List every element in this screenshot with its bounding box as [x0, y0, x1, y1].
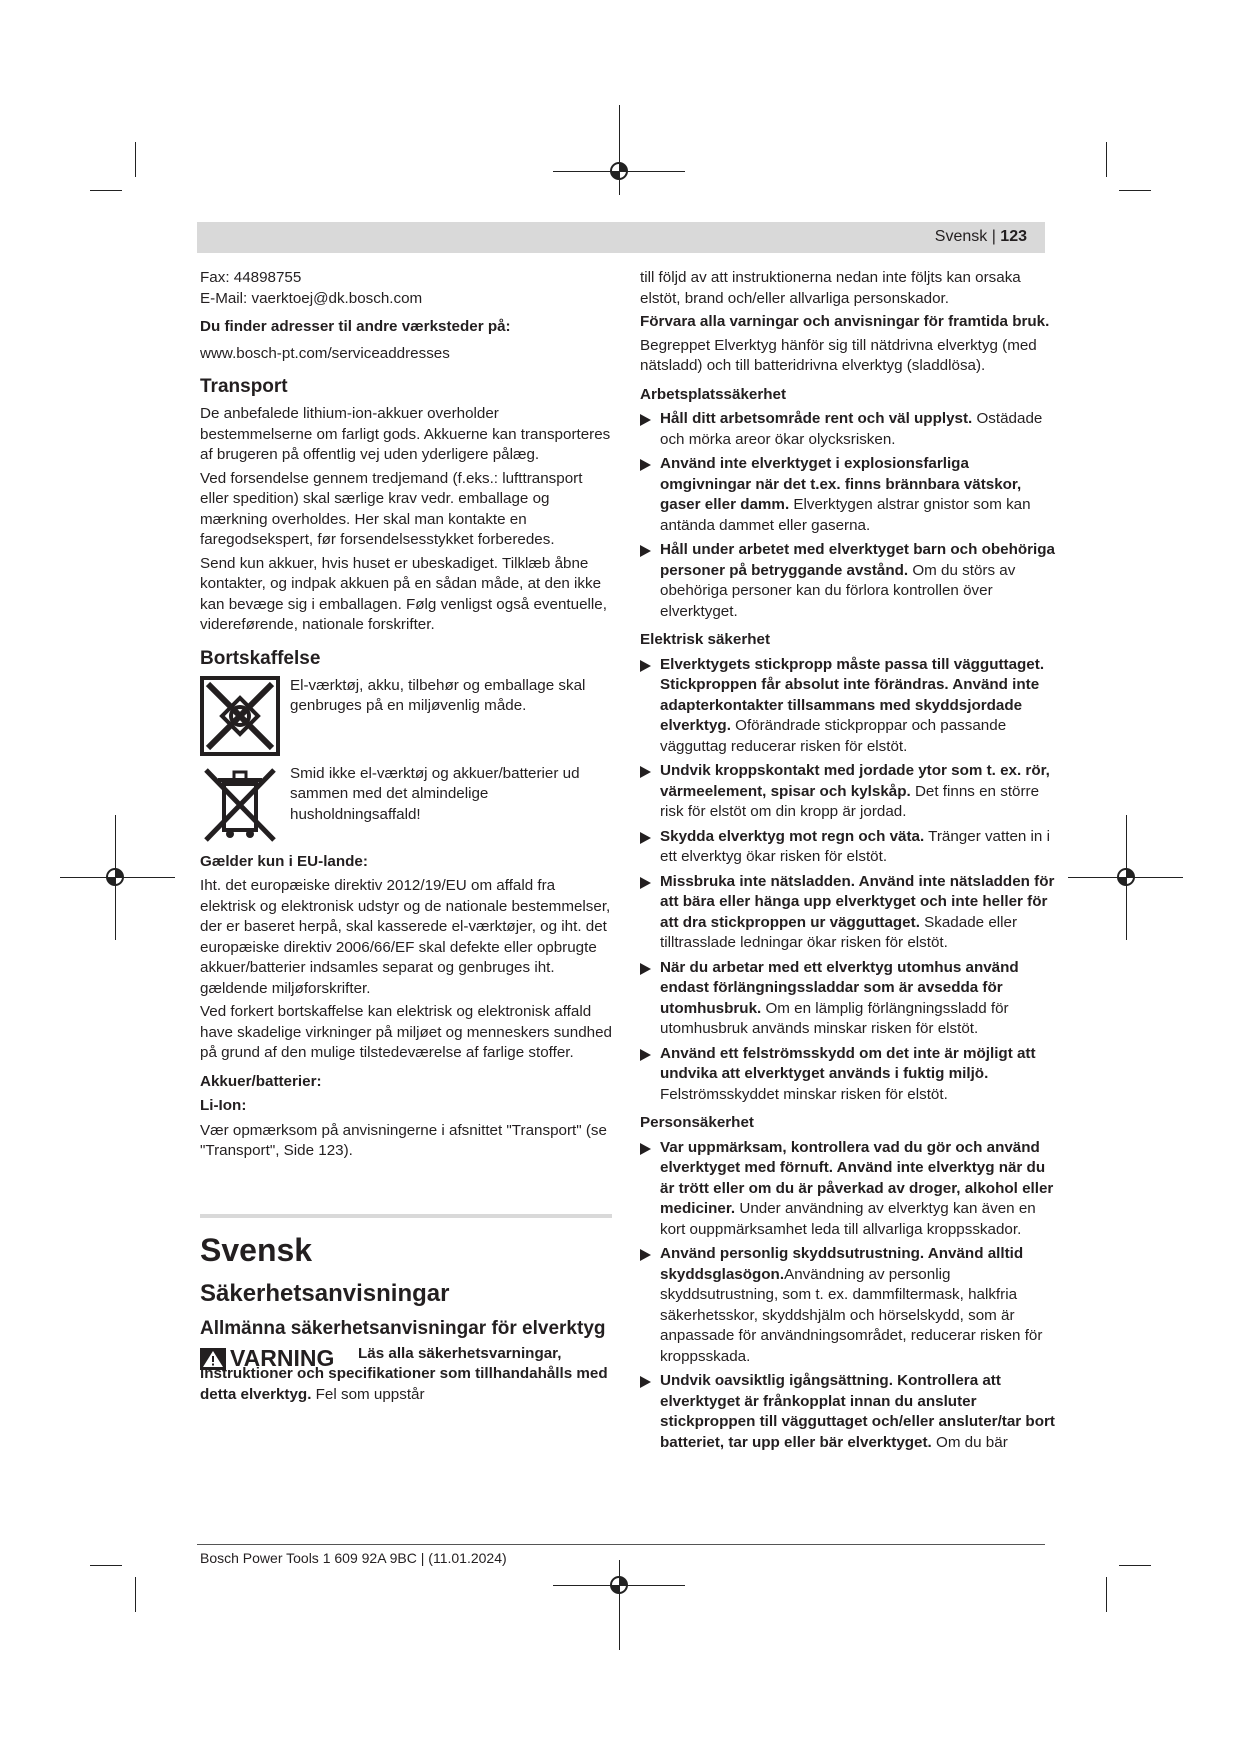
safety-title: Säkerhetsanvisningar	[200, 1279, 450, 1307]
crop-mark	[1106, 1577, 1107, 1612]
warning-rest-text: Fel som uppstår	[311, 1385, 425, 1403]
eu-paragraph: Iht. det europæiske direktiv 2012/19/EU om affald fra elektrisk og elektronisk udstyr og de nationale bestemmelser, der er baseret herpå, skal kasserede el-værktøjer, og iht. det europæiske direktiv 2006/66/EF skal defekte eller opbrugte akkuer/batterier indsamles separat og genbruges iht. gældende miljøforskrifter.	[200, 877, 611, 997]
bullet-bold-text: Undvik oavsiktlig igångsättning. Kontrollera att elverktyget är frånkopplat innan du ansluter stickproppen till vägguttaget och/eller ansluter/tar bort batteriet, tar upp eller bär elverktyget.	[660, 1372, 1055, 1451]
safety-bullet	[640, 655, 1055, 758]
disposal-bin-row	[200, 764, 612, 844]
general-safety-title: Allmänna säkerhetsanvisningar för elverktyg	[200, 1317, 606, 1339]
bullet-bold-text: Håll under arbetet med elverktyget barn och obehöriga personer på betryggande avstånd.	[660, 541, 1055, 579]
bullet-text: Om du störs av obehöriga personer kan du förlora kontrollen över elverktyget.	[660, 561, 1016, 620]
page-footer: Bosch Power Tools 1 609 92A 9BC | (11.01.2024)	[200, 1550, 507, 1566]
bullet-text: Användning av personlig skyddsutrustning, som t. ex. dammfiltermask, halkfria säkerhetsskor, skyddshjälm och hörselskydd, som är anpassade för användningsområdet, reducerar risken för kroppsskada.	[660, 1265, 1043, 1365]
transport-paragraph: Send kun akkuer, hvis huset er ubeskadiget. Tilklæb åbne kontakter, og indpak akkuen på en sådan måde, at den ikke kan bevæge sig i emballagen. Følg venligst også eventuelle, videreførende, nationale forskrifter.	[200, 554, 607, 633]
page-header-label	[935, 228, 1027, 246]
bullet-arrow-icon	[640, 877, 651, 889]
crossed-bin-icon	[200, 764, 280, 844]
disposal-recycle-text: El-værktøj, akku, tilbehør og emballage skal genbruges på en miljøvenlig måde.	[290, 676, 586, 714]
disposal-bin-text: Smid ikke el-værktøj og akkuer/batterier ud sammen med det almindelige husholdningsaffald!	[290, 764, 580, 823]
liion-heading: Li-Ion:	[200, 1097, 247, 1114]
bullet-arrow-icon	[640, 660, 651, 672]
bullet-arrow-icon	[640, 1376, 651, 1388]
warning-word: VARNING	[230, 1345, 335, 1372]
crop-mark	[1106, 142, 1107, 177]
bullet-bold-text: Använd personlig skyddsutrustning. Använd alltid skyddsglasögon.	[660, 1245, 1024, 1283]
electrical-list	[640, 655, 1055, 1106]
email-line: E-Mail: vaerktoej@dk.bosch.com	[200, 289, 423, 307]
safety-bullet	[640, 1044, 1055, 1106]
intro-definition: Begreppet Elverktyg hänför sig till nätdrivna elverktyg (med nätsladd) och till batteridrivna elverktyg (sladdlösa).	[640, 336, 1037, 374]
bullet-arrow-icon	[640, 414, 651, 426]
page-header	[197, 222, 1045, 253]
liion-text: Vær opmærksom på anvisningerne i afsnittet "Transport" (se "Transport", Side 123).	[200, 1121, 607, 1159]
bullet-bold-text: Elverktygets stickpropp måste passa till vägguttaget. Stickproppen får absolut inte förändras. Använd inte adapterkontakter tillsammans med skyddsjordade elverktyg.	[660, 655, 1045, 734]
crop-mark	[135, 1577, 136, 1612]
bullet-bold-text: Använd ett felströmsskydd om det inte är möjligt att undvika att elverktyget används i fuktig miljö.	[660, 1044, 1036, 1082]
safety-bullet	[640, 1138, 1055, 1241]
safety-bullet	[640, 409, 1055, 450]
transport-paragraph: De anbefalede lithium-ion-akkuer overholder bestemmelserne om farligt gods. Akkuerne kan transporteres af brugeren på offentlig vej uden yderligere pålæg.	[200, 405, 611, 463]
disposal-recycle-row	[200, 676, 612, 756]
personal-heading: Personsäkerhet	[640, 1114, 754, 1131]
header-separator: |	[991, 228, 996, 245]
bullet-text: Felströmsskyddet minskar risken för elstöt.	[660, 1085, 948, 1103]
registration-mark-icon	[1115, 866, 1137, 888]
registration-mark-icon	[104, 866, 126, 888]
safety-bullet	[640, 454, 1055, 536]
intro-paragraph: till följd av att instruktionerna nedan inte följts kan orsaka elstöt, brand och/eller allvarliga personskador.	[640, 269, 1021, 307]
safety-bullet	[640, 761, 1055, 823]
workplace-list	[640, 409, 1055, 622]
registration-mark-icon	[608, 1574, 630, 1596]
recycle-symbol-icon	[200, 676, 280, 756]
bullet-bold-text: Missbruka inte nätsladden. Använd inte nätsladden för att bära eller hänga upp elverktyget och inte heller för att dra stickproppen ur vägguttaget.	[660, 872, 1055, 931]
section-divider	[200, 1214, 612, 1218]
safety-bullet	[640, 540, 1055, 622]
bullet-arrow-icon	[640, 1249, 651, 1261]
safety-bullet	[640, 958, 1055, 1040]
eu-heading: Gælder kun i EU-lande:	[200, 852, 368, 870]
page-number: 123	[1000, 228, 1027, 245]
addresses-heading: Du finder adresser til andre værksteder på:	[200, 318, 511, 335]
bullet-text: Elverktygen alstrar gnistor som kan antända dammet eller gaserna.	[660, 496, 1031, 534]
workplace-heading: Arbetsplatssäkerhet	[640, 385, 787, 403]
bullet-text: Om du bär	[931, 1433, 1008, 1451]
intro-keep-instructions: Förvara alla varningar och anvisningar för framtida bruk.	[640, 313, 1050, 330]
bullet-text: Om en lämplig förlängningssladd för utomhusbruk används minskar risken för elstöt.	[660, 999, 1009, 1037]
safety-bullet	[640, 1244, 1055, 1367]
registration-mark-icon	[608, 160, 630, 182]
bullet-bold-text: Var uppmärksam, kontrollera vad du gör och använd elverktyget med förnuft. Använd inte elverktyg när du är trött eller om du är påverkad av droger, alkohol eller mediciner.	[660, 1138, 1054, 1217]
bullet-text: Det finns en större risk för elstöt om din kropp är jordad.	[660, 782, 1040, 820]
crop-mark	[90, 1565, 122, 1566]
safety-bullet	[640, 872, 1055, 954]
bullet-arrow-icon	[640, 766, 651, 778]
bullet-text: Skadade eller tilltrasslade ledningar ökar risken för elstöt.	[660, 913, 1018, 951]
bullet-bold-text: Håll ditt arbetsområde rent och väl upplyst.	[660, 410, 973, 427]
personal-list	[640, 1138, 1055, 1454]
footer-divider	[197, 1544, 1045, 1545]
header-language: Svensk	[934, 228, 988, 245]
batteries-heading: Akkuer/batterier:	[200, 1072, 322, 1090]
disposal-heading: Bortskaffelse	[200, 647, 321, 669]
bullet-text: Under användning av elverktyg kan även en kort ouppmärksamhet leda till allvarliga kroppsskador.	[660, 1200, 1036, 1238]
bullet-arrow-icon	[640, 1143, 651, 1155]
bullet-arrow-icon	[640, 963, 651, 975]
bullet-arrow-icon	[640, 459, 651, 471]
bullet-bold-text: Undvik kroppskontakt med jordade ytor som t. ex. rör, värmeelement, spisar och kylskåp.	[660, 762, 1050, 800]
transport-heading: Transport	[200, 376, 288, 397]
addresses-url[interactable]: www.bosch-pt.com/serviceaddresses	[200, 344, 450, 362]
bullet-arrow-icon	[640, 545, 651, 557]
warning-bold-text: Läs alla säkerhetsvarningar, instruktioner och specifikationer som tillhandahålls med detta elverktyg.	[200, 1344, 608, 1403]
eu-paragraph: Ved forkert bortskaffelse kan elektrisk og elektronisk affald have skadelige virkninger på miljøet og menneskers sundhed på grund af den mulige tilstedeværelse af farlige stoffer.	[200, 1003, 612, 1061]
bullet-arrow-icon	[640, 832, 651, 844]
right-column	[640, 268, 1055, 1457]
electrical-heading: Elektrisk säkerhet	[640, 631, 771, 648]
safety-bullet	[640, 827, 1055, 868]
crop-mark	[1119, 190, 1151, 191]
bullet-bold-text: Skydda elverktyg mot regn och väta.	[660, 827, 925, 845]
crop-mark	[90, 190, 122, 191]
bullet-arrow-icon	[640, 1049, 651, 1061]
bullet-text: Ostädade och mörka areor ökar olycksrisken.	[660, 410, 1043, 448]
transport-paragraph: Ved forsendelse gennem tredjemand (f.eks.: lufttransport eller spedition) skal særlige krav vedr. emballage og mærkning overholdes. Her skal man kontakte en faregodsekspert, før forsendelsesstykket forberedes.	[200, 469, 583, 548]
bullet-text: Tränger vatten in i ett elverktyg ökar risken för elstöt.	[660, 827, 1050, 865]
crop-mark	[1119, 1565, 1151, 1566]
bullet-bold-text: Använd inte elverktyget i explosionsfarliga omgivningar när det t.ex. finns brännbara vätskor, gaser eller damm.	[660, 455, 1022, 513]
fax-line: Fax: 44898755	[200, 269, 302, 286]
bullet-bold-text: När du arbetar med ett elverktyg utomhus använd endast förlängningssladdar som är avsedda för utomhusbruk.	[660, 958, 1019, 1017]
language-title: Svensk	[200, 1231, 313, 1268]
safety-bullet	[640, 1371, 1055, 1453]
left-column	[200, 268, 612, 1408]
crop-mark	[135, 142, 136, 177]
bullet-text: Oförändrade stickproppar och passande vägguttag reducerar risken för elstöt.	[660, 717, 1007, 755]
